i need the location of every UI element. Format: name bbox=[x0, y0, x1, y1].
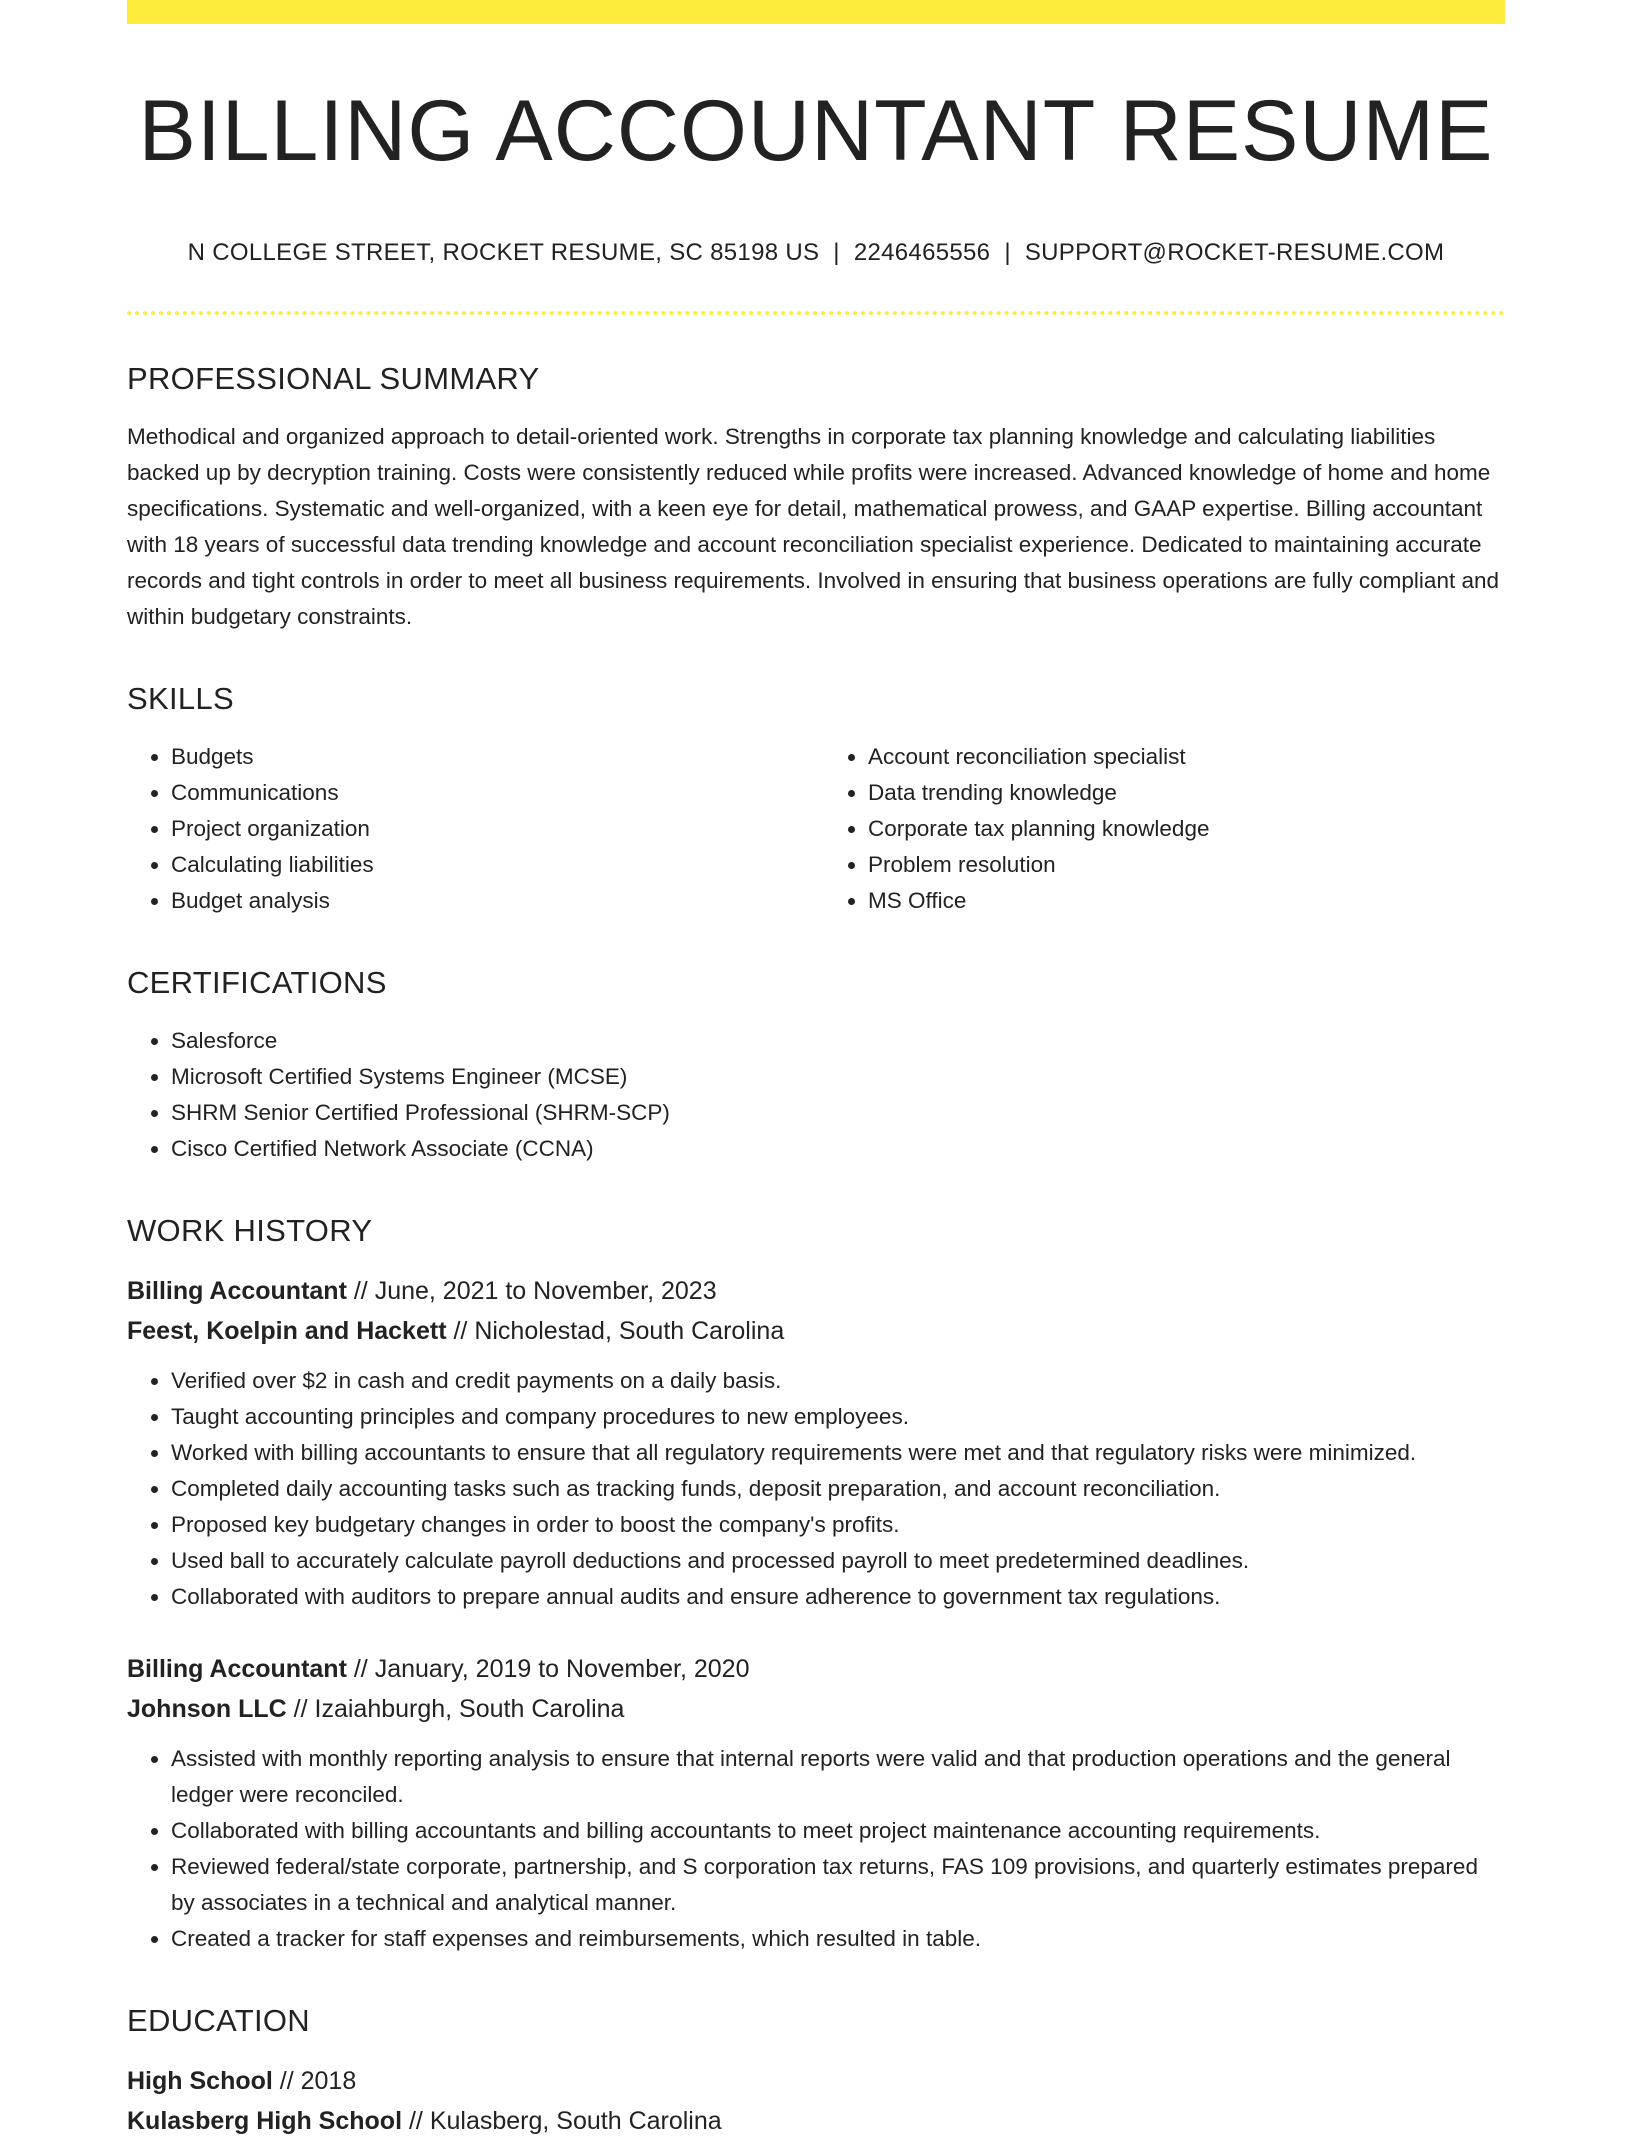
dotted-divider bbox=[127, 311, 1505, 315]
summary-heading: PROFESSIONAL SUMMARY bbox=[127, 360, 540, 396]
skills-heading: SKILLS bbox=[127, 680, 234, 716]
contact-separator: | bbox=[833, 238, 840, 266]
job-bullet: • Created a tracker for staff expenses and reimbursements, which resulted in table. bbox=[171, 1921, 1505, 1957]
education-school-line bbox=[127, 2101, 1505, 2141]
contact-line bbox=[127, 239, 1505, 267]
education-degree: High School bbox=[127, 2066, 273, 2095]
certification-item: • Microsoft Certified Systems Engineer (MCSE) bbox=[171, 1059, 1505, 1095]
job-company-line bbox=[127, 1311, 1505, 1351]
job-company: Feest, Koelpin and Hackett bbox=[127, 1316, 447, 1345]
skills-column-left bbox=[127, 739, 816, 919]
summary-text: Methodical and organized approach to detail-oriented work. Strengths in corporate tax planning knowledge and calculating liabilities backed up by decryption training. Costs were consistently reduced while profits were increased. Advanced knowledge of home and home specifications. Systematic and well-organized, with a keen eye for detail, mathematical prowess, and GAAP expertise. Billing accountant with 18 years of successful data trending knowledge and account reconciliation specialist experience. Dedicated to maintaining accurate records and tight controls in order to meet all business requirements. Involved in ensuring that business operations are fully compliant and within budgetary constraints. bbox=[127, 423, 1499, 629]
job-company-line bbox=[127, 1689, 1505, 1729]
job-bullet: • Used ball to accurately calculate payroll deductions and processed payroll to meet predetermined deadlines. bbox=[171, 1543, 1505, 1579]
job-title: Billing Accountant bbox=[127, 1276, 347, 1305]
skill-item: • Calculating liabilities bbox=[171, 847, 816, 883]
certification-item: • SHRM Senior Certified Professional (SHRM-SCP) bbox=[171, 1095, 1505, 1131]
skill-item: • Communications bbox=[171, 775, 816, 811]
job-dates: // June, 2021 to November, 2023 bbox=[353, 1276, 717, 1305]
job-title-line bbox=[127, 1649, 1505, 1689]
contact-email: SUPPORT@ROCKET-RESUME.COM bbox=[1024, 238, 1445, 266]
skill-item: • Problem resolution bbox=[868, 847, 1505, 883]
education-year: // 2018 bbox=[279, 2066, 357, 2095]
job-bullet: • Verified over $2 in cash and credit payments on a daily basis. bbox=[171, 1363, 1505, 1399]
skill-item: • Project organization bbox=[171, 811, 816, 847]
contact-address: N COLLEGE STREET, ROCKET RESUME, SC 85198 US bbox=[187, 238, 820, 266]
education-school: Kulasberg High School bbox=[127, 2106, 403, 2135]
job-bullet: • Worked with billing accountants to ensure that all regulatory requirements were met and that regulatory risks were minimized. bbox=[171, 1435, 1505, 1471]
job-entry bbox=[127, 1649, 1505, 1957]
certification-item: • Salesforce bbox=[171, 1023, 1505, 1059]
job-bullet: • Collaborated with billing accountants and billing accountants to meet project maintenance accounting requirements. bbox=[171, 1813, 1505, 1849]
education-location: // Kulasberg, South Carolina bbox=[408, 2106, 722, 2135]
education-degree-line bbox=[127, 2061, 1505, 2101]
skill-item: • Budget analysis bbox=[171, 883, 816, 919]
certifications-heading: CERTIFICATIONS bbox=[127, 964, 387, 1000]
resume-title: BILLING ACCOUNTANT RESUME bbox=[138, 83, 1494, 179]
job-bullet: • Reviewed federal/state corporate, partnership, and S corporation tax returns, FAS 109 provisions, and quarterly estimates prepared by associates in a technical and analytical manner. bbox=[171, 1849, 1505, 1921]
work-history-heading: WORK HISTORY bbox=[127, 1212, 373, 1248]
skill-item: • Corporate tax planning knowledge bbox=[868, 811, 1505, 847]
job-bullet: • Proposed key budgetary changes in order to boost the company's profits. bbox=[171, 1507, 1505, 1543]
job-company: Johnson LLC bbox=[127, 1694, 287, 1723]
job-title-line bbox=[127, 1271, 1505, 1311]
job-bullets bbox=[127, 1741, 1505, 1957]
contact-separator: | bbox=[1004, 238, 1011, 266]
certification-item: • Cisco Certified Network Associate (CCNA) bbox=[171, 1131, 1505, 1167]
job-dates: // January, 2019 to November, 2020 bbox=[353, 1654, 750, 1683]
job-bullet: • Completed daily accounting tasks such as tracking funds, deposit preparation, and account reconciliation. bbox=[171, 1471, 1505, 1507]
resume-content bbox=[127, 0, 1505, 2141]
job-location: // Nicholestad, South Carolina bbox=[453, 1316, 785, 1345]
job-bullet: • Collaborated with auditors to prepare annual audits and ensure adherence to government tax regulations. bbox=[171, 1579, 1505, 1615]
skills-list bbox=[127, 739, 1505, 919]
job-title: Billing Accountant bbox=[127, 1654, 347, 1683]
skill-item: • Data trending knowledge bbox=[868, 775, 1505, 811]
job-bullet: • Assisted with monthly reporting analysis to ensure that internal reports were valid and that production operations and the general ledger were reconciled. bbox=[171, 1741, 1505, 1813]
skill-item: • Budgets bbox=[171, 739, 816, 775]
skills-column-right bbox=[816, 739, 1505, 919]
job-bullet: • Taught accounting principles and company procedures to new employees. bbox=[171, 1399, 1505, 1435]
skill-item: • MS Office bbox=[868, 883, 1505, 919]
contact-phone: 2246465556 bbox=[853, 238, 991, 266]
job-location: // Izaiahburgh, South Carolina bbox=[293, 1694, 625, 1723]
education-heading: EDUCATION bbox=[127, 2002, 310, 2038]
job-entry bbox=[127, 1271, 1505, 1615]
certifications-list bbox=[127, 1023, 1505, 1167]
skill-item: • Account reconciliation specialist bbox=[868, 739, 1505, 775]
job-bullets bbox=[127, 1363, 1505, 1615]
